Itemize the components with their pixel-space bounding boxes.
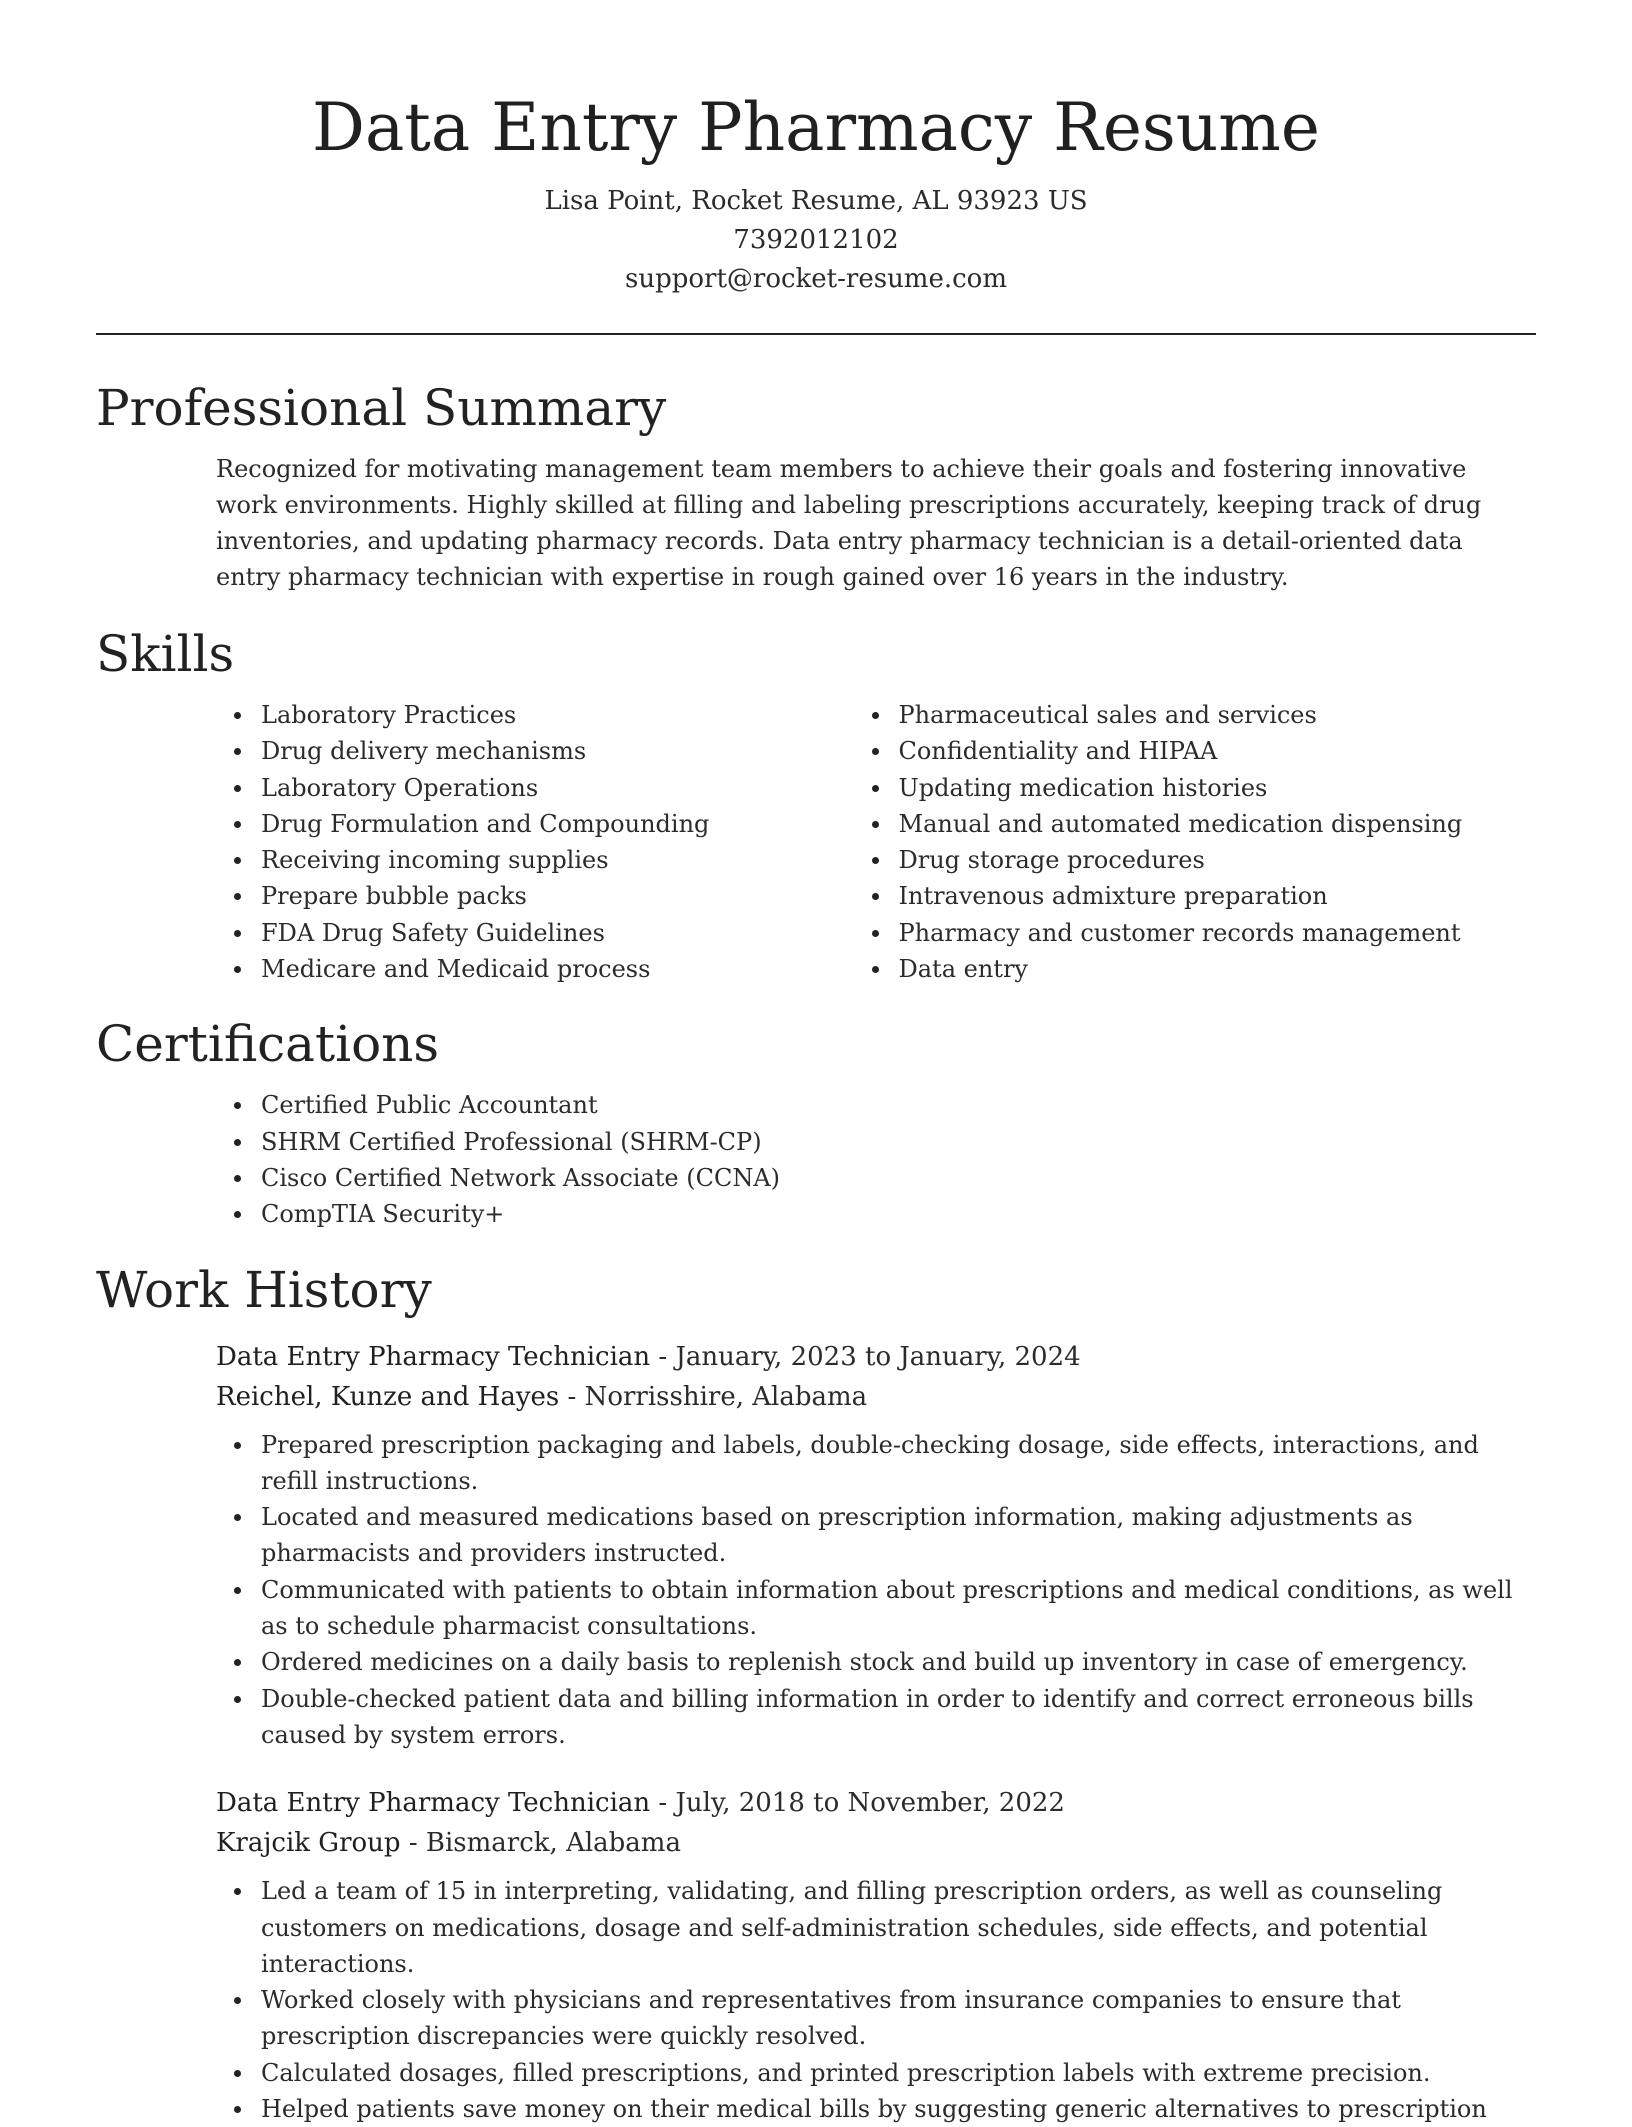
job-duty: Helped patients save money on their medical bills by suggesting generic alternatives to prescription — [261, 2091, 1539, 2127]
job-duty: Worked closely with physicians and representatives from insurance companies to ensure that prescription discrepancies were quickly resolved. — [261, 1982, 1539, 2055]
job-entry — [216, 1783, 1536, 2127]
skill-item: Pharmaceutical sales and services — [899, 697, 1537, 733]
skills-list-right — [899, 697, 1537, 987]
job-duty: Communicated with patients to obtain information about prescriptions and medical conditions, as well as to schedule pharmacist consultations. — [261, 1572, 1539, 1645]
summary-section — [96, 373, 1536, 595]
certifications-list — [261, 1087, 1536, 1232]
job-role: Data Entry Pharmacy Technician — [216, 1341, 651, 1372]
skills-heading: Skills — [96, 625, 235, 683]
skill-item: Laboratory Operations — [261, 770, 899, 806]
contact-email: support@rocket-resume.com — [624, 264, 1007, 294]
skills-columns — [96, 697, 1536, 987]
job-duty: Located and measured medications based on prescription information, making adjustments as pharmacists and providers instructed. — [261, 1499, 1539, 1572]
skill-item: FDA Drug Safety Guidelines — [261, 915, 899, 951]
contact-address: Lisa Point, Rocket Resume, AL 93923 US — [544, 186, 1088, 216]
job-title-line — [216, 1783, 1536, 1823]
header-divider — [96, 333, 1536, 335]
job-duties-list — [261, 1873, 1539, 2127]
work-history-section — [96, 1255, 1536, 2127]
certifications-section — [96, 1009, 1536, 1232]
job-duty: Calculated dosages, filled prescriptions, and printed prescription labels with extreme precision. — [261, 2055, 1539, 2091]
job-duties-list — [261, 1427, 1539, 1754]
job-location: - Bismarck, Alabama — [400, 1828, 681, 1859]
summary-heading: Professional Summary — [96, 379, 667, 437]
job-role: Data Entry Pharmacy Technician — [216, 1788, 651, 1819]
skill-item: Medicare and Medicaid process — [261, 951, 899, 987]
resume-page — [96, 0, 1536, 2127]
job-duty: Ordered medicines on a daily basis to replenish stock and build up inventory in case of emergency. — [261, 1644, 1539, 1680]
contact-block — [96, 182, 1536, 299]
skill-item: Drug Formulation and Compounding — [261, 806, 899, 842]
work-history-heading: Work History — [96, 1260, 432, 1319]
certification-item: SHRM Certified Professional (SHRM-CP) — [261, 1124, 1536, 1160]
job-company: Reichel, Kunze and Hayes — [216, 1381, 560, 1412]
resume-title: Data Entry Pharmacy Resume — [312, 89, 1320, 166]
job-company: Krajcik Group — [216, 1828, 401, 1859]
job-dates: - July, 2018 to November, 2022 — [650, 1788, 1065, 1819]
job-duty: Led a team of 15 in interpreting, validating, and filling prescription orders, as well as counseling customers on medications, dosage and self-administration schedules, side effects, and potential interactions. — [261, 1873, 1539, 1982]
certification-item: Cisco Certified Network Associate (CCNA) — [261, 1160, 1536, 1196]
skill-item: Drug delivery mechanisms — [261, 733, 899, 769]
skill-item: Data entry — [899, 951, 1537, 987]
skill-item: Intravenous admixture preparation — [899, 878, 1537, 914]
job-duty: Double-checked patient data and billing information in order to identify and correct erroneous bills caused by system errors. — [261, 1681, 1539, 1754]
certification-item: CompTIA Security+ — [261, 1196, 1536, 1232]
skill-item: Drug storage procedures — [899, 842, 1537, 878]
skill-item: Updating medication histories — [899, 770, 1537, 806]
summary-text: Recognized for motivating management team members to achieve their goals and fostering innovative work environments. Highly skilled at filling and labeling prescriptions accurately, keeping track of drug inventories, and updating pharmacy records. Data entry pharmacy technician is a detail-oriented data entry pharmacy technician with expertise in rough gained over 16 years in the industry. — [216, 455, 1482, 591]
skill-item: Receiving incoming supplies — [261, 842, 899, 878]
skill-item: Laboratory Practices — [261, 697, 899, 733]
job-company-line — [216, 1377, 1536, 1417]
skills-list-left — [261, 697, 899, 987]
skill-item: Manual and automated medication dispensing — [899, 806, 1537, 842]
job-location: - Norrisshire, Alabama — [559, 1381, 868, 1412]
skill-item: Pharmacy and customer records management — [899, 915, 1537, 951]
job-duty: Prepared prescription packaging and labels, double-checking dosage, side effects, interactions, and refill instructions. — [261, 1427, 1539, 1500]
certification-item: Certified Public Accountant — [261, 1087, 1536, 1123]
job-company-line — [216, 1823, 1536, 1863]
skills-section — [96, 619, 1536, 987]
skill-item: Prepare bubble packs — [261, 878, 899, 914]
skill-item: Confidentiality and HIPAA — [899, 733, 1537, 769]
job-title-line — [216, 1337, 1536, 1377]
certifications-heading: Certifications — [96, 1015, 440, 1074]
contact-phone: 7392012102 — [733, 225, 899, 255]
job-dates: - January, 2023 to January, 2024 — [650, 1341, 1081, 1372]
job-entry — [216, 1337, 1536, 1754]
